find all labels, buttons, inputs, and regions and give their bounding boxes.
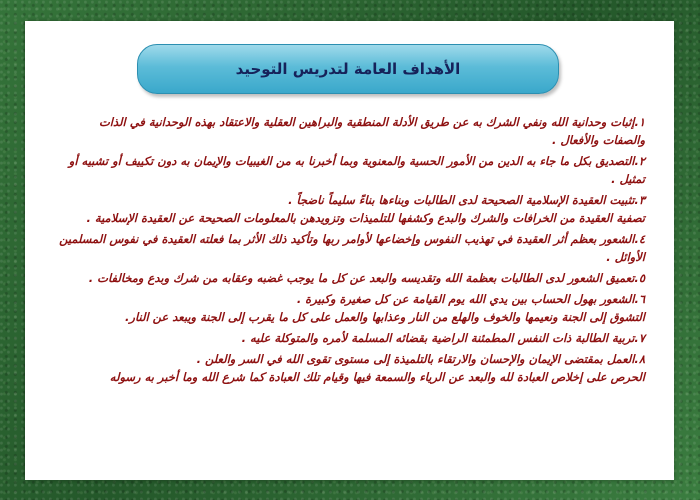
goal-item	[55, 329, 645, 347]
goal-text: ٣.تثبيت العقيدة الإسلامية الصحيحة لدى الطالبات وبناءها بناءً سليماً ناضجاً .	[288, 193, 645, 207]
goal-text: ٨.العمل بمقتضى الإيمان والإحسان والارتقاء بالتلميذة إلى مستوى تقوى الله في السر والعلن .	[196, 352, 645, 366]
goal-item	[55, 113, 645, 149]
goal-item	[55, 191, 645, 227]
goal-subtext: تصفية العقيدة من الخرافات والشرك والبدع وكشفها للتلميذات وتزويدهن بالمعلومات الصحيحة عن العقيدة الإسلامية .	[86, 211, 645, 225]
goal-text: ٦.الشعور بهول الحساب بين يدي الله يوم القيامة عن كل صغيرة وكبيرة .	[296, 292, 645, 306]
goal-text: ٢.التصديق بكل ما جاء به الدين من الأمور الحسية والمعنوية وبما أخبرنا به من الغيبيات والإيمان به دون تكييف أو تشبيه أو تمثيل .	[68, 154, 645, 186]
goal-item	[55, 350, 645, 386]
page-title: الأهداف العامة لتدريس التوحيد	[235, 60, 461, 78]
goal-item	[55, 152, 645, 188]
title-banner	[137, 44, 559, 94]
goal-item	[55, 269, 645, 287]
goals-list	[55, 113, 645, 389]
goal-text: ٥.تعميق الشعور لدى الطالبات بعظمة الله وتقديسه والبعد عن كل ما يوجب غضبه وعقابه من شرك وبدع ومخالفات .	[88, 271, 645, 285]
goal-subtext: الحرص على إخلاص العبادة لله والبعد عن الرياء والسمعة فيها وقيام تلك العبادة كما شرع الله وما أخبر به رسوله	[109, 370, 645, 384]
goal-item	[55, 230, 645, 266]
goal-text: ١.إثبات وحدانية الله ونفي الشرك به عن طريق الأدلة المنطقية والبراهين العقلية والاعتقاد بهذه الوحدانية في الذات والصفات والأفعال .	[98, 115, 645, 147]
goal-subtext: التشوق إلى الجنة ونعيمها والخوف والهلع من النار وعذابها والعمل على كل ما يقرب إلى الجنة ويبعد عن النار.	[125, 310, 645, 324]
goal-item	[55, 290, 645, 326]
goal-text: ٧.تربية الطالبة ذات النفس المطمئنة الراضية بقضائه المسلمة لأمره والمتوكلة عليه .	[241, 331, 645, 345]
goal-text: ٤.الشعور بعظم أثر العقيدة في تهذيب النفوس وإخضاعها لأوامر ربها وتأكيد ذلك الأثر بما فعلته العقيدة في نفوس المسلمين الأوائل .	[59, 232, 645, 264]
slide	[25, 21, 674, 480]
